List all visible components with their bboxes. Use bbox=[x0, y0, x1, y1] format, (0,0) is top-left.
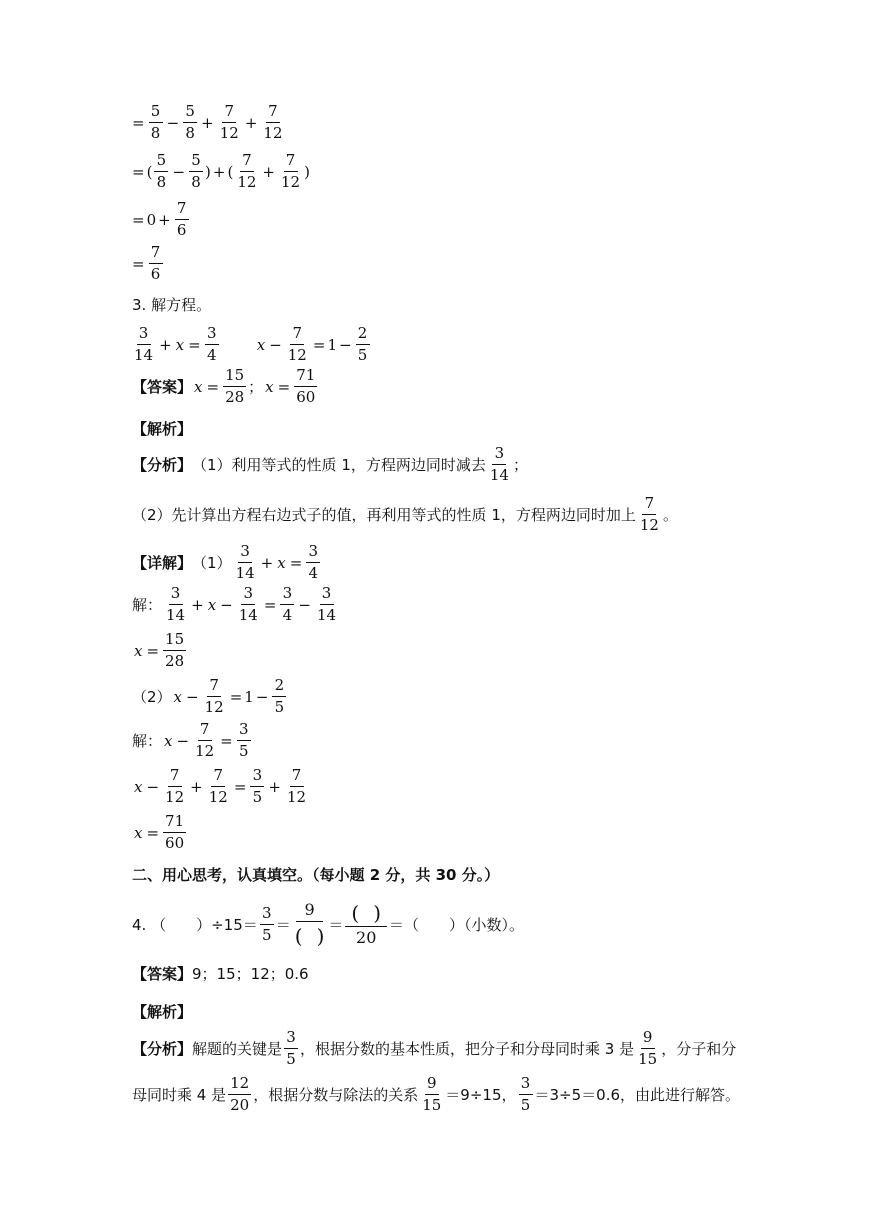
jie-label: 解： bbox=[132, 732, 163, 750]
variable-x: x bbox=[265, 377, 274, 396]
fraction: $\frac{3}{5}$ bbox=[260, 906, 274, 943]
variable-x: x bbox=[175, 335, 185, 354]
fraction: $\frac{7}{6}$ bbox=[149, 245, 163, 282]
equals-sign: = bbox=[233, 777, 247, 796]
equals-sign: ＝ bbox=[328, 915, 344, 934]
one: 1 bbox=[327, 335, 337, 354]
q4-answer bbox=[132, 963, 309, 984]
fraction: $\frac{3}{14}$ bbox=[235, 542, 255, 582]
fraction: $\frac{3}{4}$ bbox=[306, 544, 320, 581]
fraction: $\frac{12}{20}$ bbox=[230, 1074, 250, 1114]
fraction: $\frac{3}{5}$ bbox=[237, 722, 251, 759]
variable-x: x bbox=[164, 731, 173, 750]
answer-label: 【答案】 bbox=[132, 378, 193, 396]
answer-value: 9；15；12；0.6 bbox=[192, 965, 309, 983]
fenxi-label: 【分析】 bbox=[132, 456, 193, 474]
fenxi-text: ＝3÷5＝0.6，由此进行解答。 bbox=[534, 1086, 741, 1104]
fenxi-punct: 。 bbox=[662, 506, 678, 524]
fraction: $\frac{7}{12}$ bbox=[204, 676, 224, 716]
plus-sign: + bbox=[244, 113, 258, 132]
fraction: $\frac{7}{12}$ bbox=[280, 151, 301, 191]
variable-x: x bbox=[134, 641, 143, 660]
fraction: $\frac{3}{14}$ bbox=[134, 324, 154, 364]
fraction: $\frac{7}{12}$ bbox=[195, 720, 215, 760]
plus-sign: + bbox=[201, 113, 214, 132]
plus-sign: + bbox=[191, 595, 204, 614]
q4-question bbox=[132, 902, 524, 946]
equals-sign: = bbox=[146, 823, 160, 842]
minus-sign: − bbox=[298, 595, 311, 614]
fraction: $\frac{5}{8}$ bbox=[149, 104, 163, 141]
plus-sign: + bbox=[190, 777, 203, 796]
fraction: $\frac{2}{5}$ bbox=[356, 326, 370, 363]
separator: ； bbox=[248, 378, 264, 396]
q3-solve-1 bbox=[132, 586, 340, 623]
calc-line-3 bbox=[130, 201, 191, 238]
fraction: $\frac{7}{12}$ bbox=[165, 766, 185, 806]
fraction: $\frac{5}{8}$ bbox=[154, 153, 168, 190]
fraction: $\frac{2}{5}$ bbox=[272, 678, 286, 715]
q4-fenxi-line-2 bbox=[132, 1076, 740, 1113]
fraction: $\frac{15}{28}$ bbox=[225, 366, 245, 406]
equals-sign: ＝ bbox=[275, 915, 291, 934]
xiangjie-label: 【详解】 bbox=[132, 554, 193, 572]
fraction: $\frac{7}{12}$ bbox=[219, 102, 239, 142]
equals-sign: = bbox=[132, 162, 145, 181]
variable-x: x bbox=[207, 595, 217, 614]
plus-sign: + bbox=[158, 210, 171, 229]
calc-line-2 bbox=[130, 153, 310, 190]
plus-sign: + bbox=[159, 335, 172, 354]
fenxi-text: 母同时乘 4 是 bbox=[132, 1086, 227, 1104]
fraction: $\frac{7}{12}$ bbox=[263, 102, 283, 142]
q4-tail: ＝（ ）（小数）。 bbox=[389, 915, 525, 934]
fraction: $\frac{15}{28}$ bbox=[165, 630, 185, 670]
fraction: $\frac{3}{5}$ bbox=[250, 768, 264, 805]
q3-fenxi-2 bbox=[132, 496, 678, 533]
equals-sign: = bbox=[263, 595, 277, 614]
q3-result-1 bbox=[132, 632, 188, 669]
plus-sign: + bbox=[262, 162, 275, 181]
q4-fenxi-line-1 bbox=[132, 1030, 736, 1067]
equals-sign: = bbox=[132, 210, 145, 229]
equals-sign: = bbox=[277, 377, 291, 396]
part-label: （1） bbox=[192, 554, 232, 572]
equals-sign: = bbox=[312, 335, 326, 354]
q3-jiexi-label: 【解析】 bbox=[132, 420, 193, 438]
equals-sign: = bbox=[289, 553, 303, 572]
fraction: $\frac{3}{4}$ bbox=[205, 326, 219, 363]
variable-x: x bbox=[173, 687, 183, 706]
fenxi-label: 【分析】 bbox=[132, 1040, 193, 1058]
fraction: $\frac{3}{5}$ bbox=[519, 1076, 533, 1113]
q4-jiexi-label: 【解析】 bbox=[132, 1003, 193, 1021]
minus-sign: − bbox=[166, 113, 180, 132]
minus-sign: − bbox=[172, 162, 186, 181]
jie-label: 解： bbox=[132, 596, 163, 614]
fenxi-text: 解题的关键是 bbox=[192, 1040, 283, 1058]
fenxi-text: ，根据分数与除法的关系 bbox=[253, 1086, 419, 1104]
equals-sign: = bbox=[206, 377, 220, 396]
q3-answer bbox=[132, 368, 319, 405]
variable-x: x bbox=[134, 777, 143, 796]
minus-sign: − bbox=[220, 595, 233, 614]
question-3-title: 3. 解方程。 bbox=[132, 296, 212, 314]
fraction-blank-denominator: $\frac{9}{( )}$ bbox=[294, 900, 325, 948]
plus-sign: + bbox=[268, 777, 281, 796]
equals-sign: = bbox=[132, 113, 145, 132]
equals-sign: = bbox=[229, 687, 243, 706]
fraction: $\frac{3}{14}$ bbox=[166, 584, 186, 624]
fraction-blank-numerator: $\frac{( )}{20}$ bbox=[345, 902, 387, 946]
answer-label: 【答案】 bbox=[132, 965, 193, 983]
fenxi-punct: ； bbox=[512, 456, 528, 474]
fraction: $\frac{3}{14}$ bbox=[238, 584, 258, 624]
minus-sign: − bbox=[186, 687, 199, 706]
q4-lead: 4. （ ）÷15＝ bbox=[132, 915, 258, 934]
variable-x: x bbox=[277, 553, 286, 572]
fraction: $\frac{7}{12}$ bbox=[287, 324, 307, 364]
fraction: $\frac{3}{4}$ bbox=[280, 586, 294, 623]
q3-solve-3 bbox=[132, 768, 310, 805]
calc-line-4 bbox=[130, 245, 165, 282]
q3-solve-2 bbox=[132, 722, 253, 759]
fraction: $\frac{3}{14}$ bbox=[489, 444, 509, 484]
fraction: $\frac{3}{5}$ bbox=[284, 1030, 298, 1067]
q3-part-2 bbox=[132, 678, 288, 715]
fenxi-text: （2）先计算出方程右边式子的值，再利用等式的性质 1，方程两边同时加上 bbox=[132, 506, 636, 524]
paren: ( bbox=[146, 162, 153, 181]
paren: ) bbox=[205, 162, 211, 181]
section-2-heading: 二、用心思考，认真填空。（每小题 2 分，共 30 分。） bbox=[132, 866, 500, 884]
one: 1 bbox=[244, 687, 254, 706]
q3-equations bbox=[130, 326, 372, 363]
fenxi-text: ＝9÷15， bbox=[445, 1086, 517, 1104]
fraction: $\frac{7}{12}$ bbox=[208, 766, 228, 806]
zero: 0 bbox=[146, 210, 157, 229]
fraction: $\frac{7}{12}$ bbox=[237, 151, 257, 191]
fenxi-text: ，根据分数的基本性质，把分子和分母同时乘 3 是 bbox=[300, 1040, 635, 1058]
fraction: $\frac{3}{14}$ bbox=[316, 584, 337, 624]
minus-sign: − bbox=[269, 335, 282, 354]
fraction: $\frac{5}{8}$ bbox=[189, 153, 203, 190]
fraction: $\frac{7}{12}$ bbox=[639, 494, 659, 534]
variable-x: x bbox=[256, 335, 266, 354]
minus-sign: − bbox=[176, 731, 190, 750]
equals-sign: = bbox=[146, 641, 160, 660]
paren: ) bbox=[304, 162, 310, 181]
calc-line-1 bbox=[130, 104, 287, 141]
q3-fenxi-1 bbox=[132, 446, 528, 483]
fenxi-text: （1）利用等式的性质 1，方程两边同时减去 bbox=[192, 456, 486, 474]
q3-result-2 bbox=[132, 814, 188, 851]
fraction: $\frac{9}{15}$ bbox=[422, 1074, 442, 1114]
variable-x: x bbox=[194, 377, 203, 396]
fraction: $\frac{71}{60}$ bbox=[165, 812, 185, 852]
minus-sign: − bbox=[255, 687, 269, 706]
plus-sign: + bbox=[212, 162, 226, 181]
plus-sign: + bbox=[260, 553, 274, 572]
q3-xiangjie-1 bbox=[132, 544, 322, 581]
fraction: $\frac{5}{8}$ bbox=[183, 104, 197, 141]
fenxi-text: ，分子和分 bbox=[661, 1040, 737, 1058]
equals-sign: = bbox=[220, 731, 233, 750]
equals-sign: = bbox=[132, 254, 145, 273]
part-label: （2） bbox=[132, 688, 172, 706]
equals-sign: = bbox=[188, 335, 201, 354]
fraction: $\frac{7}{6}$ bbox=[175, 201, 189, 238]
fraction: $\frac{7}{12}$ bbox=[286, 766, 307, 806]
minus-sign: − bbox=[146, 777, 160, 796]
minus-sign: − bbox=[338, 335, 352, 354]
fraction: $\frac{9}{15}$ bbox=[638, 1028, 658, 1068]
paren: ( bbox=[227, 162, 234, 181]
variable-x: x bbox=[134, 823, 143, 842]
fraction: $\frac{71}{60}$ bbox=[296, 366, 316, 406]
